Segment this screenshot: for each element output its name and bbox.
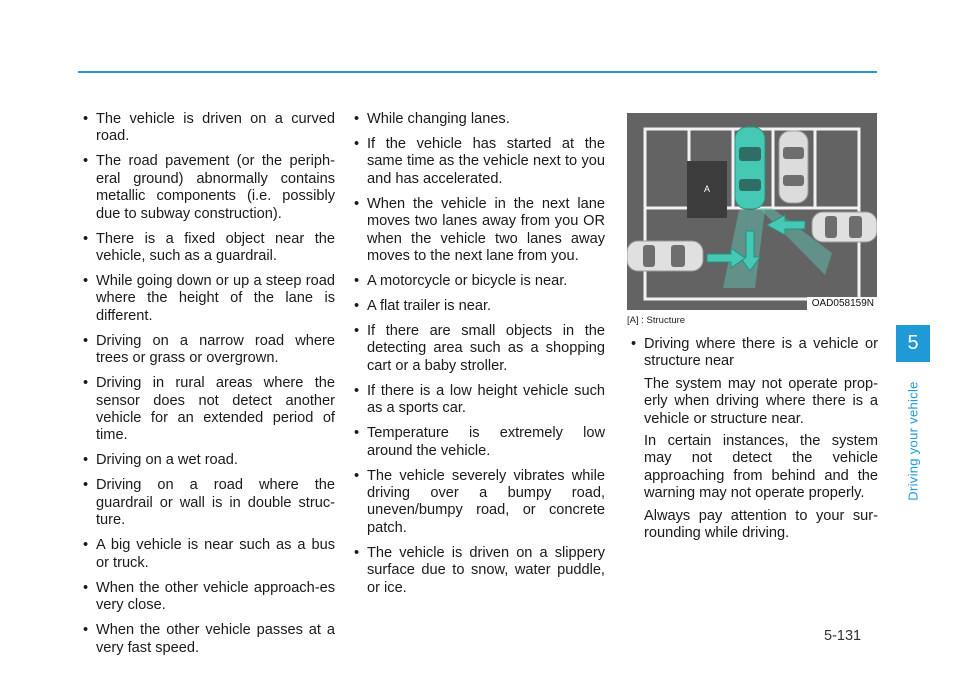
column-2-list: [350, 111, 605, 605]
list-item: • The vehicle is driven on a curved road.: [79, 111, 335, 146]
parking-diagram: [627, 113, 877, 310]
list-item: • When the other vehicle approach-es very close.: [79, 580, 335, 615]
chapter-title: Driving your vehicle: [905, 381, 921, 501]
figure-caption: [A] : Structure: [627, 315, 686, 326]
list-item: • Driving where there is a vehicle or structure near: [627, 336, 878, 371]
column-1-list: [79, 111, 335, 665]
list-item: • Driving on a narrow road where trees or grass or overgrown.: [79, 333, 335, 368]
sensor-zone-left: [723, 210, 765, 288]
structure-label: A: [703, 184, 711, 194]
list-item: • The road pavement (or the periph-eral ground) abnormally contains metallic components (i.e. possibly due to subway construction).: [79, 153, 335, 223]
list-item: • The vehicle severely vibrates while driving over a bumpy road, uneven/bumpy road, or concrete patch.: [350, 468, 605, 538]
vehicle-right: [812, 212, 877, 242]
list-item: • If the vehicle has started at the same time as the vehicle next to you and has accelerated.: [350, 136, 605, 188]
list-item: • A flat trailer is near.: [350, 298, 605, 315]
paragraph: Always pay attention to your sur-rounding while driving.: [644, 507, 878, 542]
image-code: OAD058159N: [807, 297, 877, 310]
parked-car-top: [779, 131, 808, 203]
list-item: • If there are small objects in the detecting area such as a shopping cart or a baby stroller.: [350, 323, 605, 375]
list-item: • There is a fixed object near the vehicle, such as a guardrail.: [79, 231, 335, 266]
list-item: • While going down or up a steep road where the height of the lane is different.: [79, 273, 335, 325]
list-item: • If there is a low height vehicle such as a sports car.: [350, 383, 605, 418]
list-item: • Temperature is extremely low around the vehicle.: [350, 425, 605, 460]
list-item: • A motorcycle or bicycle is near.: [350, 273, 605, 290]
list-item: • A big vehicle is near such as a bus or truck.: [79, 537, 335, 572]
list-item: • Driving on a wet road.: [79, 452, 335, 469]
page-number: 5-131: [824, 628, 862, 644]
parking-lot-illustration: [627, 113, 877, 310]
list-item: • When the other vehicle passes at a very fast speed.: [79, 622, 335, 657]
list-item: • Driving in rural areas where the sensor does not detect another vehicle for an extended period of time.: [79, 375, 335, 445]
list-item: • While changing lanes.: [350, 111, 605, 128]
header-rule: [78, 71, 877, 73]
vehicle-left: [627, 241, 703, 271]
list-item: • When the vehicle in the next lane moves two lanes away from you OR when the vehicle two lanes away moves to the next lane from you.: [350, 196, 605, 266]
list-item: • Driving on a road where the guardrail or wall is in double struc-ture.: [79, 477, 335, 529]
paragraph: The system may not operate prop-erly when driving where there is a vehicle or structure near.: [644, 375, 878, 427]
column-3: [627, 336, 878, 547]
own-vehicle: [735, 127, 765, 209]
chapter-tab: 5: [896, 325, 930, 362]
list-item: • The vehicle is driven on a slippery surface due to snow, water puddle, or ice.: [350, 545, 605, 597]
paragraph: In certain instances, the system may not detect the vehicle approaching from behind and the warning may not operate properly.: [644, 433, 878, 502]
